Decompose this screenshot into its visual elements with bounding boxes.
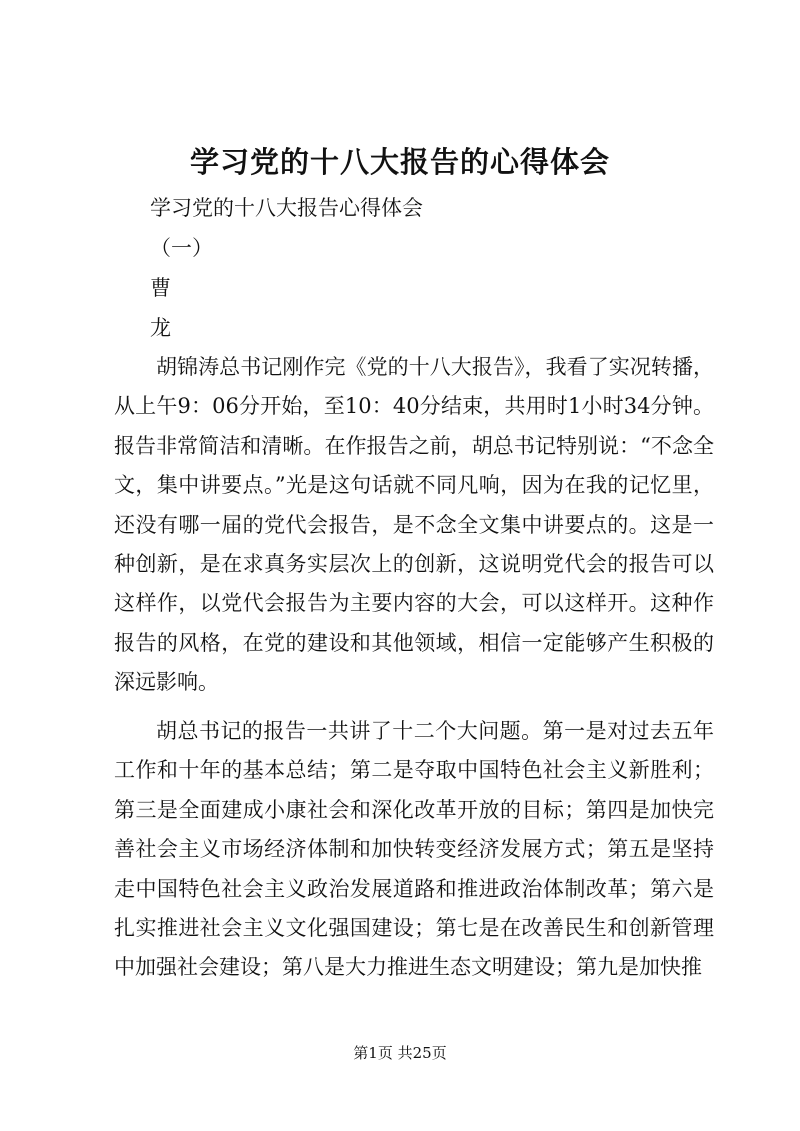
section-marker: （一） [150,236,213,260]
body-paragraph-2: 胡总书记的报告一共讲了十二个大问题。第一是对过去五年工作和十年的基本总结；第二是夺取中国特色社会主义新胜利；第三是全面建成小康社会和深化改革开放的目标；第四是加快完善社会主义市场经济体制和加快转变经济发展方式；第五是坚持走中国特色社会主义政治发展道路和推进政治体制改革；第六是扎实推进社会主义文化强国建设；第七是在改善民生和创新管理中加强社会建设；第八是大力推进生态文明建设；第九是加快推 [114,719,714,980]
body-paragraph-1: 胡锦涛总书记刚作完《党的十八大报告》，我看了实况转播，从上午9：06分开始，至10：40分结束，共用时1小时34分钟。报告非常简洁和清晰。在作报告之前，胡总书记特别说：“不念全文，集中讲要点。”光是这句话就不同凡响，因为在我的记忆里，还没有哪一届的党代会报告，是不念全文集中讲要点的。这是一种创新，是在求真务实层次上的创新，这说明党代会的报告可以这样作，以党代会报告为主要内容的大会，可以这样开。这种作报告的风格，在党的建设和其他领域，相信一定能够产生积极的深远影响。 [114,355,714,695]
subtitle: 学习党的十八大报告心得体会 [150,196,423,220]
page-footer: 第1页 共25页 [353,1044,447,1062]
author-line-2: 龙 [150,316,171,340]
author-line-1: 曹 [150,276,171,300]
document-title: 学习党的十八大报告的心得体会 [189,145,610,179]
